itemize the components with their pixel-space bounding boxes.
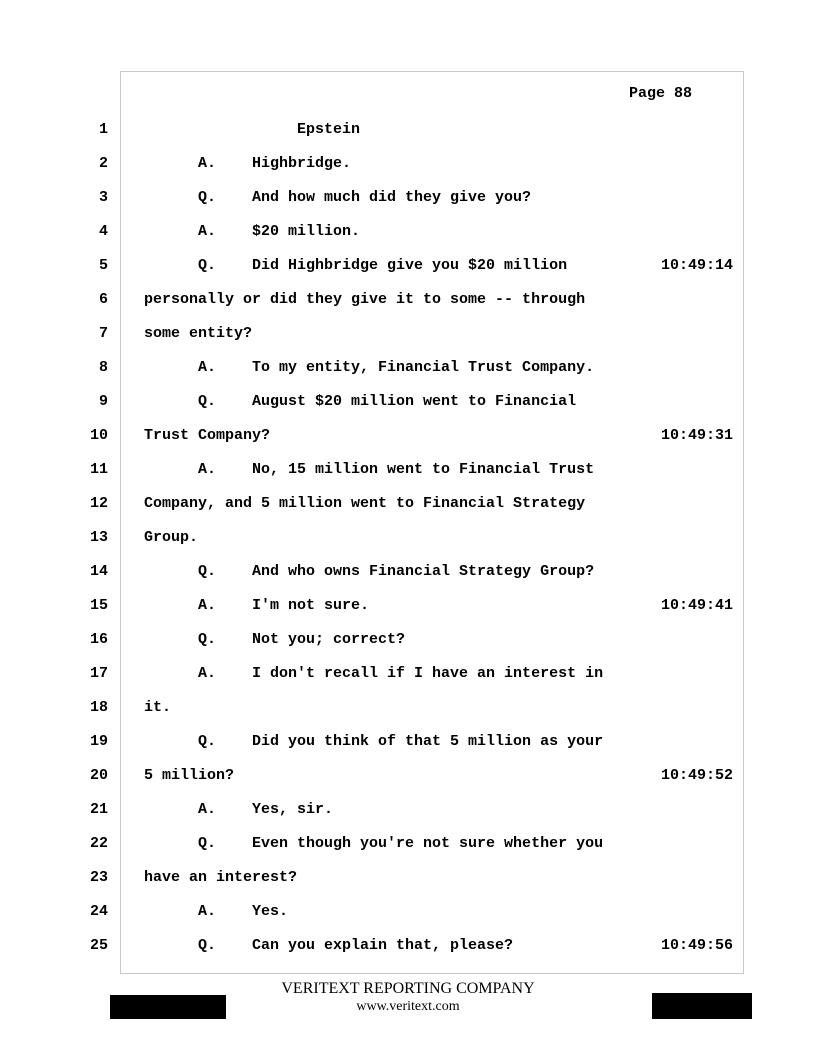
- footer-company: VERITEXT REPORTING COMPANY: [281, 980, 535, 997]
- line-number: 13: [89, 529, 108, 546]
- transcript-line: [0, 699, 816, 719]
- transcript-line: [0, 903, 816, 923]
- line-number: 18: [89, 699, 108, 716]
- transcript-line: [0, 835, 816, 855]
- line-number: 8: [98, 359, 108, 376]
- line-number: 14: [89, 563, 108, 580]
- line-text: some entity?: [144, 325, 253, 342]
- transcript-line: [0, 189, 816, 209]
- line-text: A. To my entity, Financial Trust Company.: [144, 359, 595, 376]
- line-text: A. Highbridge.: [144, 155, 352, 172]
- line-number: 22: [89, 835, 108, 852]
- line-text: Company, and 5 million went to Financial Strategy: [144, 495, 586, 512]
- transcript-line: [0, 563, 816, 583]
- transcript-line: [0, 801, 816, 821]
- transcript-line: [0, 665, 816, 685]
- line-number: 15: [89, 597, 108, 614]
- transcript-line: [0, 291, 816, 311]
- redaction-bar-left: [110, 995, 226, 1019]
- line-text: Q. And who owns Financial Strategy Group?: [144, 563, 595, 580]
- line-number: 16: [89, 631, 108, 648]
- line-number: 3: [98, 189, 108, 206]
- line-text: personally or did they give it to some -- through: [144, 291, 586, 308]
- line-text: A. Yes.: [144, 903, 289, 920]
- line-number: 21: [89, 801, 108, 818]
- line-number: 5: [98, 257, 108, 274]
- transcript-line: [0, 461, 816, 481]
- line-text: Group.: [144, 529, 199, 546]
- timestamp: 10:49:52: [661, 767, 734, 784]
- line-number: 7: [98, 325, 108, 342]
- timestamp: 10:49:56: [661, 937, 734, 954]
- redaction-bar-right: [652, 993, 752, 1019]
- transcript-line: [0, 631, 816, 651]
- line-number: 11: [89, 461, 108, 478]
- transcript-line: [0, 869, 816, 889]
- line-number: 20: [89, 767, 108, 784]
- line-text: it.: [144, 699, 172, 716]
- transcript-line: [0, 937, 816, 957]
- transcript-line: [0, 529, 816, 549]
- transcript-line: [0, 427, 816, 447]
- line-text: A. I don't recall if I have an interest in: [144, 665, 604, 682]
- line-text: Q. And how much did they give you?: [144, 189, 532, 206]
- transcript-line: [0, 733, 816, 753]
- line-number: 25: [89, 937, 108, 954]
- line-number: 10: [89, 427, 108, 444]
- line-text: Q. Even though you're not sure whether you: [144, 835, 604, 852]
- line-number: 19: [89, 733, 108, 750]
- line-number: 6: [98, 291, 108, 308]
- line-number: 2: [98, 155, 108, 172]
- footer-url: www.veritext.com: [356, 999, 460, 1014]
- transcript-line: [0, 495, 816, 515]
- line-text: A. $20 million.: [144, 223, 361, 240]
- transcript-line: [0, 767, 816, 787]
- line-text: Epstein: [144, 121, 361, 138]
- transcript-line: [0, 597, 816, 617]
- line-text: have an interest?: [144, 869, 298, 886]
- line-number: 1: [98, 121, 108, 138]
- line-number: 4: [98, 223, 108, 240]
- line-text: A. Yes, sir.: [144, 801, 334, 818]
- transcript-line: [0, 325, 816, 345]
- line-number: 24: [89, 903, 108, 920]
- line-text: A. No, 15 million went to Financial Trust: [144, 461, 595, 478]
- transcript-line: [0, 257, 816, 277]
- timestamp: 10:49:14: [661, 257, 734, 274]
- timestamp: 10:49:41: [661, 597, 734, 614]
- line-text: Q. August $20 million went to Financial: [144, 393, 577, 410]
- transcript-line: [0, 121, 816, 141]
- line-number: 23: [89, 869, 108, 886]
- line-text: Q. Did you think of that 5 million as your: [144, 733, 604, 750]
- line-number: 12: [89, 495, 108, 512]
- line-text: Q. Not you; correct?: [144, 631, 406, 648]
- transcript-line: [0, 393, 816, 413]
- page-number: Page 88: [629, 85, 693, 102]
- transcript-line: [0, 223, 816, 243]
- line-text: 5 million?: [144, 767, 235, 784]
- line-text: Q. Did Highbridge give you $20 million: [144, 257, 568, 274]
- transcript-line: [0, 155, 816, 175]
- line-number: 17: [89, 665, 108, 682]
- line-text: Q. Can you explain that, please?: [144, 937, 514, 954]
- timestamp: 10:49:31: [661, 427, 734, 444]
- line-number: 9: [98, 393, 108, 410]
- transcript-line: [0, 359, 816, 379]
- line-text: A. I'm not sure.: [144, 597, 370, 614]
- line-text: Trust Company?: [144, 427, 271, 444]
